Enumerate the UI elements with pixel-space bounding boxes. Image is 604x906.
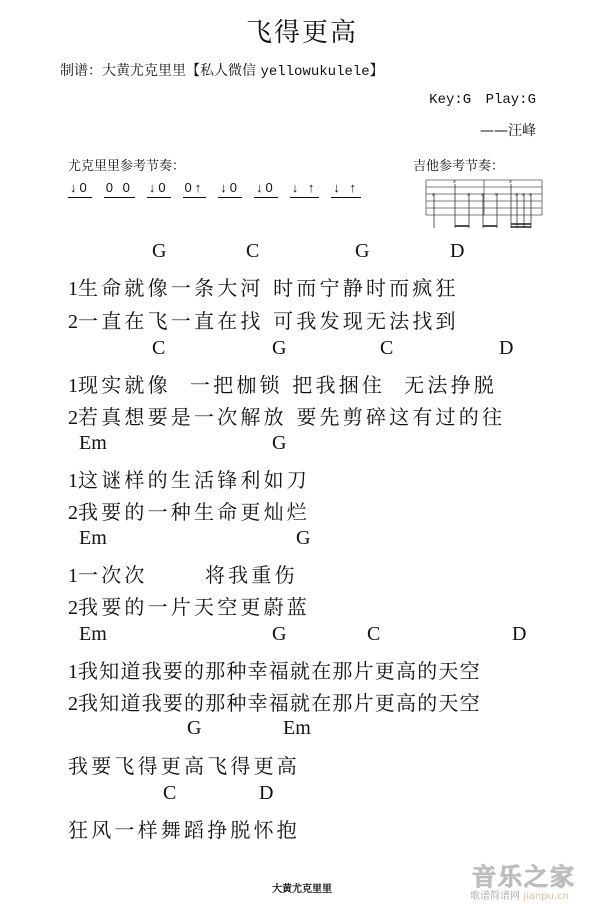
lyric-text: 一直在飞一直在找 可我发现无法找到 xyxy=(78,309,459,333)
lyric-text: 生命就像一条大河 时而宁静时而疯狂 xyxy=(78,276,459,300)
svg-text:x: x xyxy=(495,192,498,198)
chord-label: Em xyxy=(79,623,107,645)
chord-label: G xyxy=(272,623,287,645)
lyric-line xyxy=(68,496,310,525)
svg-text:x: x xyxy=(467,192,470,198)
lyric-line xyxy=(68,655,481,684)
guitar-rhythm-label: 吉他参考节奏： xyxy=(413,159,505,174)
lyric-text: 现实就像 一把枷锁 把我捆住 无法挣脱 xyxy=(78,373,497,397)
rhythm-beat: ↓ ↑ xyxy=(290,180,320,198)
svg-text:x: x xyxy=(515,192,518,198)
verse-number: 1 xyxy=(68,375,78,397)
watermark xyxy=(460,857,600,903)
lyric-line xyxy=(68,464,310,493)
svg-text:x: x xyxy=(432,192,435,198)
credit-suffix: 】 xyxy=(369,63,384,79)
svg-text:x: x xyxy=(481,192,484,198)
verse-number: 2 xyxy=(68,407,78,429)
key-play-info: Key:G Play:G xyxy=(429,92,536,108)
ukulele-rhythm-label: 尤克里里参考节奏： xyxy=(68,159,186,174)
lyric-text: 我知道我要的那种幸福就在那片更高的天空 xyxy=(78,691,481,715)
watermark-site xyxy=(470,887,569,902)
rhythm-beat: ↓0 xyxy=(218,180,242,198)
song-title: 飞得更高 xyxy=(245,18,358,48)
svg-text:x: x xyxy=(529,192,532,198)
footer-credit: 大黄尤克里里 xyxy=(272,884,332,895)
lyric-line xyxy=(68,401,505,430)
verse-number: 2 xyxy=(68,693,78,715)
wechat-id: yellowukulele xyxy=(260,64,370,80)
chord-label: Em xyxy=(283,717,311,739)
verse-number: 1 xyxy=(68,565,78,587)
guitar-tab-diagram xyxy=(424,176,544,228)
lyric-line xyxy=(68,305,459,334)
lyric-text: 这谜样的生活锋利如刀 xyxy=(78,468,310,492)
verse-number: 2 xyxy=(68,502,78,524)
lyric-line xyxy=(68,750,300,779)
lyric-line xyxy=(68,814,300,843)
lyric-text: 狂风一样舞蹈挣脱怀抱 xyxy=(68,818,300,842)
svg-text:x: x xyxy=(453,179,456,185)
verse-number: 2 xyxy=(68,311,78,333)
lyric-text: 若真想要是一次解放 要先剪碎这有过的往 xyxy=(78,405,506,429)
rhythm-beat: ↓ ↑ xyxy=(331,180,361,198)
lyric-line xyxy=(68,687,481,716)
chord-label: G xyxy=(272,337,287,359)
lyric-text: 我要的一种生命更灿烂 xyxy=(78,500,310,524)
chord-label: D xyxy=(499,337,514,359)
artist-name: ——汪峰 xyxy=(480,123,536,139)
chord-label: D xyxy=(450,240,465,262)
watermark-logo: 音乐之家 xyxy=(472,863,576,891)
verse-number: 2 xyxy=(68,597,78,619)
rhythm-beat: ↓0 xyxy=(147,180,171,198)
lyric-text: 我要的一片天空更蔚蓝 xyxy=(78,595,310,619)
verse-number: 1 xyxy=(68,661,78,683)
chord-label: G xyxy=(187,717,202,739)
lyric-text: 我知道我要的那种幸福就在那片更高的天空 xyxy=(78,659,481,683)
ukulele-rhythm-pattern xyxy=(68,180,361,198)
rhythm-beat: ↓0 xyxy=(68,180,92,198)
verse-number: 1 xyxy=(68,470,78,492)
chord-label: G xyxy=(152,240,167,262)
chord-label: G xyxy=(355,240,370,262)
svg-text:x: x xyxy=(509,179,512,185)
chord-label: D xyxy=(512,623,527,645)
watermark-url: jianpu.cn xyxy=(523,891,569,902)
lyric-line xyxy=(68,591,310,620)
svg-text:x: x xyxy=(522,192,525,198)
chord-label: D xyxy=(259,782,274,804)
rhythm-beat: 0↑ xyxy=(183,180,207,198)
rhythm-beat: 0 0 xyxy=(104,180,135,198)
chord-label: Em xyxy=(79,432,107,454)
chord-label: C xyxy=(380,337,394,359)
rhythm-beat: ↓0 xyxy=(254,180,278,198)
lyric-line xyxy=(68,272,459,301)
lyric-line xyxy=(68,369,497,398)
chord-label: G xyxy=(272,432,287,454)
chord-label: C xyxy=(246,240,260,262)
lyric-text: 我要飞得更高飞得更高 xyxy=(68,754,300,778)
chord-label: Em xyxy=(79,527,107,549)
chord-label: C xyxy=(367,623,381,645)
lyric-line xyxy=(68,559,298,588)
watermark-site-cn: 歌谱简谱网 xyxy=(470,891,520,902)
chord-label: C xyxy=(163,782,177,804)
chord-label: G xyxy=(296,527,311,549)
chord-label: C xyxy=(152,337,166,359)
arranger-credit xyxy=(60,60,384,80)
credit-prefix: 制谱：大黄尤克里里【私人微信 xyxy=(60,63,261,79)
lyric-text: 一次次 将我重伤 xyxy=(78,563,298,587)
verse-number: 1 xyxy=(68,278,78,300)
